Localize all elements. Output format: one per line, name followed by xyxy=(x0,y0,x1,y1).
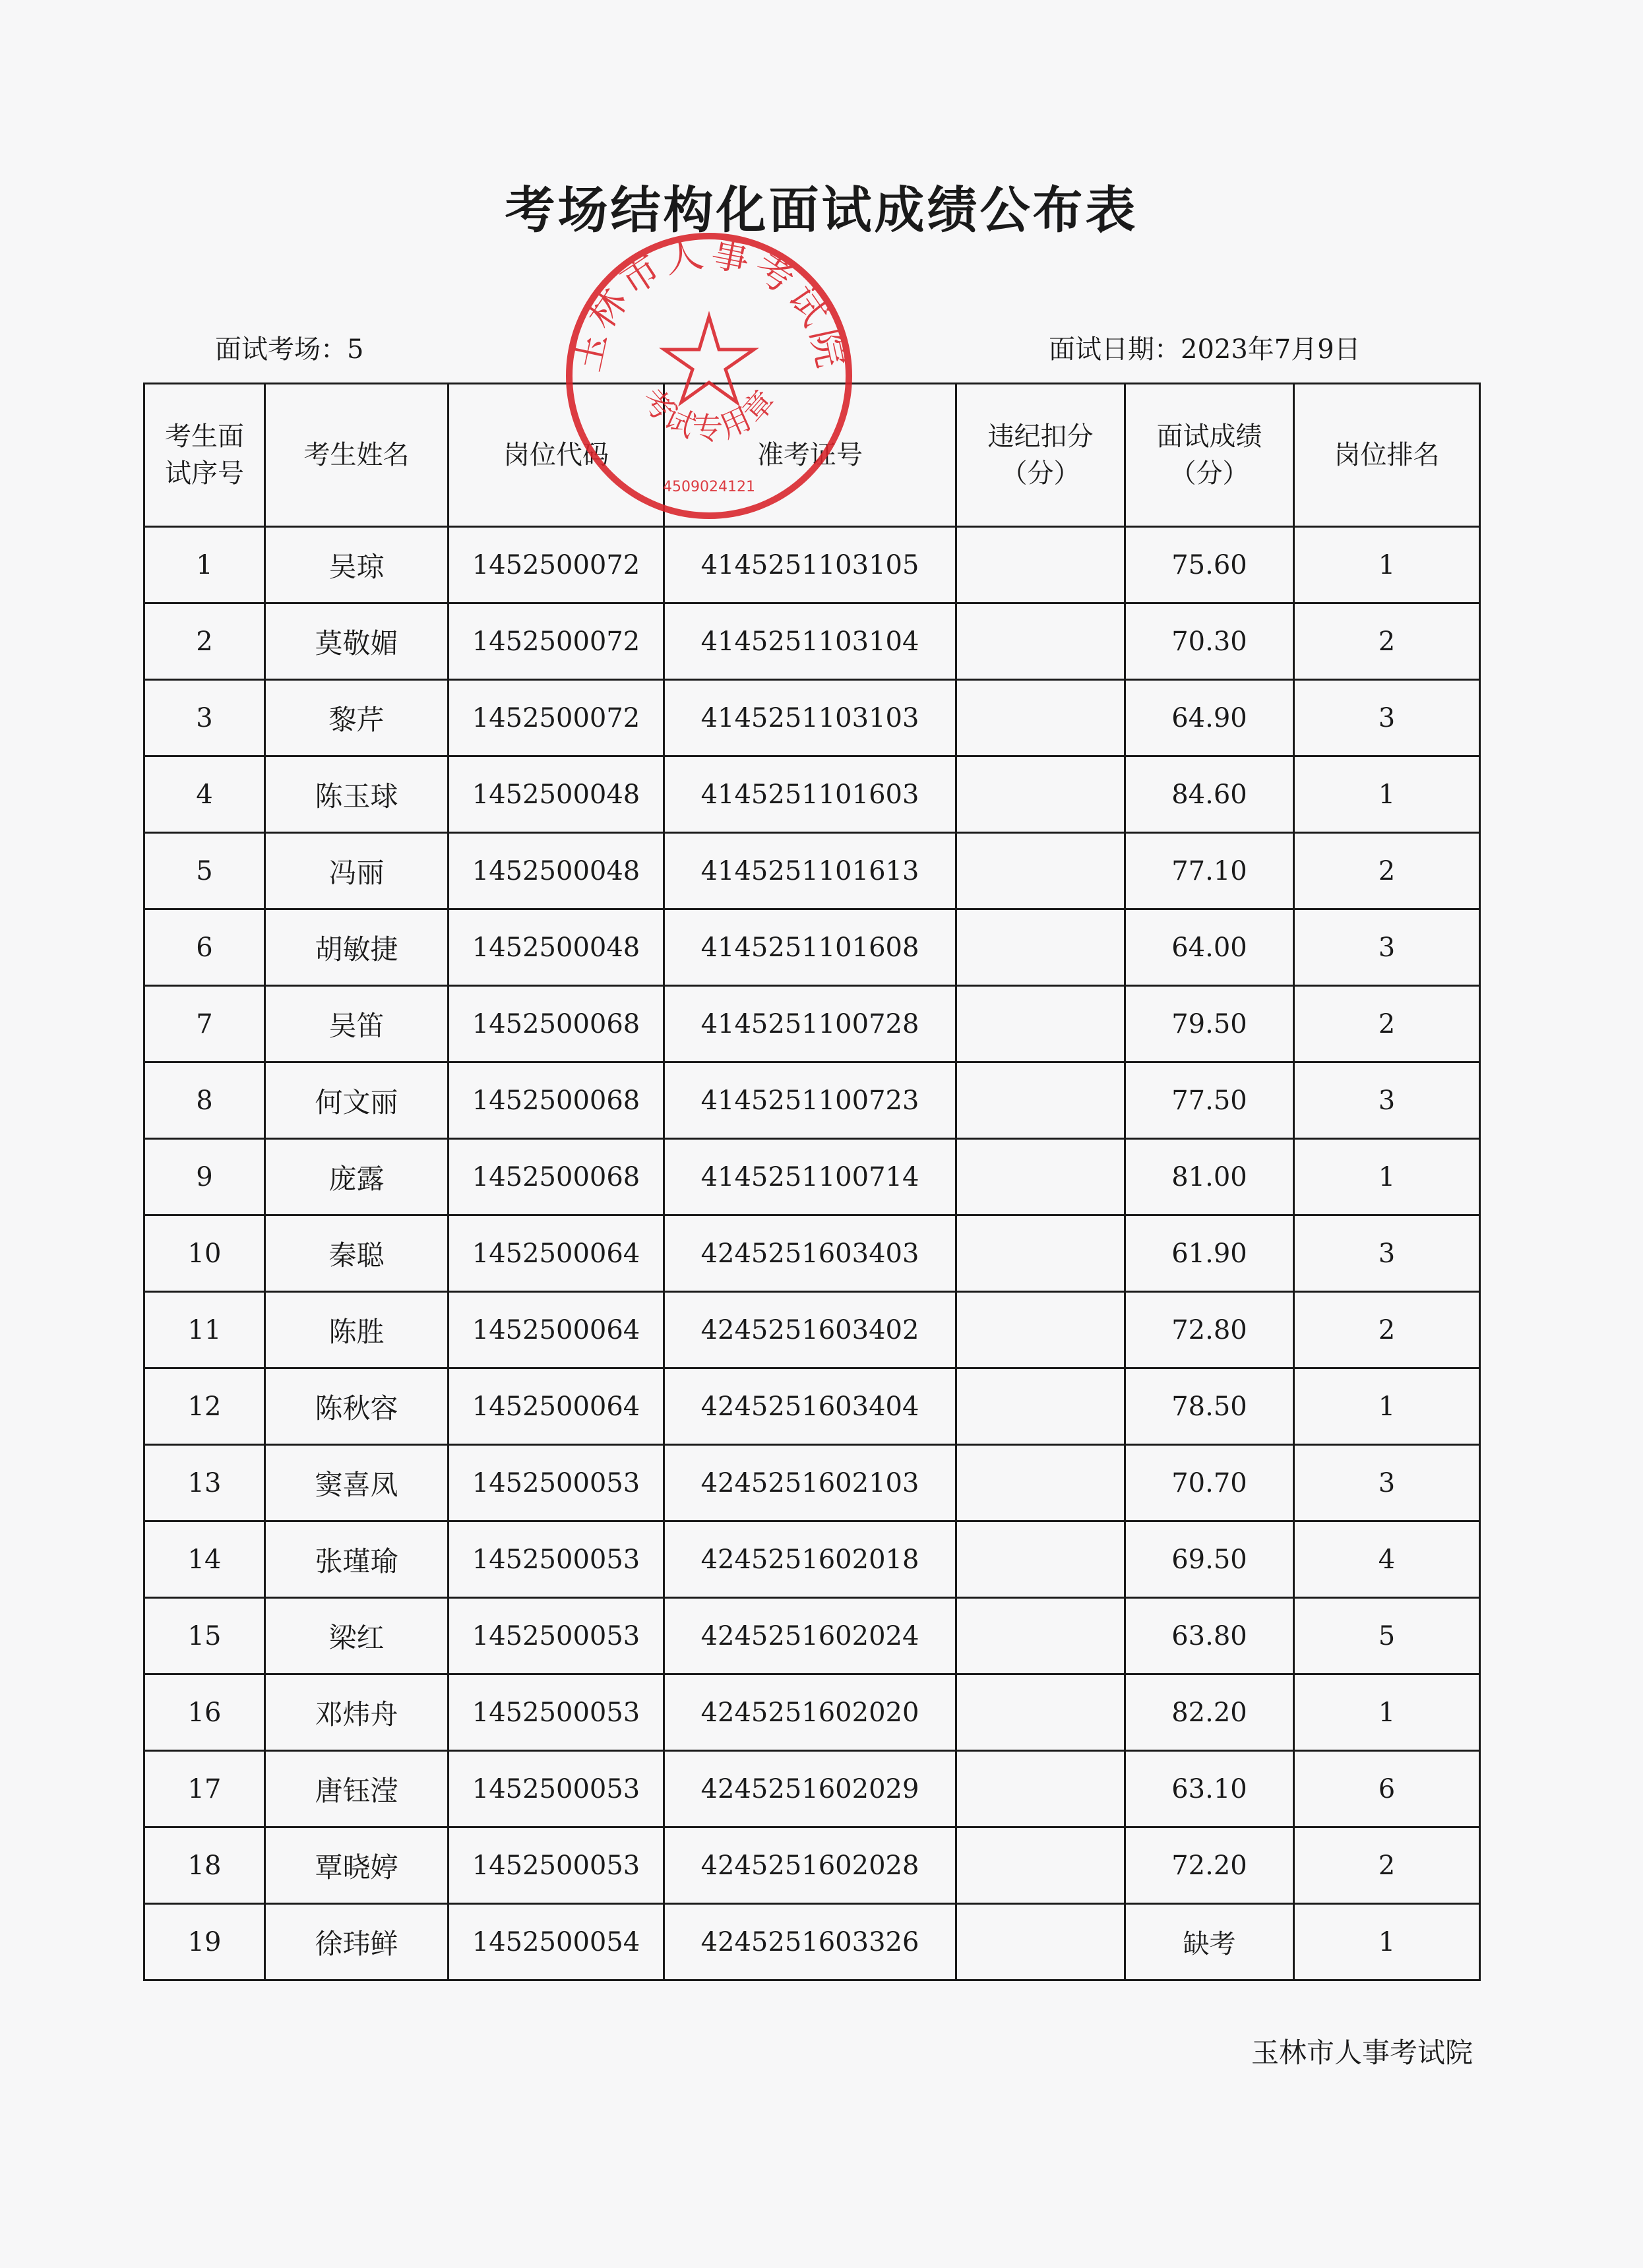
table-row xyxy=(144,833,1480,909)
cell-name: 梁红 xyxy=(265,1598,449,1674)
table-header-row xyxy=(144,384,1480,527)
cell-score: 75.60 xyxy=(1125,527,1294,603)
cell-score: 70.70 xyxy=(1125,1445,1294,1521)
cell-seq: 16 xyxy=(144,1674,265,1751)
page-title: 考场结构化面试成绩公布表 xyxy=(505,181,1138,239)
seal-outer-text: 玉林市人事考试院 xyxy=(563,230,855,376)
cell-rank: 1 xyxy=(1294,1368,1480,1445)
table-row xyxy=(144,1445,1480,1521)
header-line: 准考证号 xyxy=(757,440,863,470)
cell-rank: 3 xyxy=(1294,680,1480,756)
header-penalty xyxy=(956,384,1125,527)
cell-post-code: 1452500053 xyxy=(449,1598,664,1674)
table-row xyxy=(144,1674,1480,1751)
cell-seq: 17 xyxy=(144,1751,265,1827)
cell-rank: 5 xyxy=(1294,1598,1480,1674)
table-row xyxy=(144,1139,1480,1215)
cell-penalty xyxy=(956,1751,1125,1827)
cell-penalty xyxy=(956,1598,1125,1674)
cell-ticket-no: 4145251103105 xyxy=(664,527,956,603)
cell-name: 唐钰滢 xyxy=(265,1751,449,1827)
cell-seq: 18 xyxy=(144,1827,265,1904)
header-line: （分） xyxy=(1169,458,1249,489)
cell-score: 79.50 xyxy=(1125,986,1294,1062)
cell-rank: 1 xyxy=(1294,1674,1480,1751)
cell-seq: 9 xyxy=(144,1139,265,1215)
cell-penalty xyxy=(956,909,1125,986)
cell-name: 陈秋容 xyxy=(265,1368,449,1445)
cell-score: 81.00 xyxy=(1125,1139,1294,1215)
cell-seq: 5 xyxy=(144,833,265,909)
cell-rank: 4 xyxy=(1294,1521,1480,1598)
header-name xyxy=(265,384,449,527)
cell-post-code: 1452500068 xyxy=(449,1139,664,1215)
cell-penalty xyxy=(956,1521,1125,1598)
cell-score: 77.50 xyxy=(1125,1062,1294,1139)
cell-score: 72.80 xyxy=(1125,1292,1294,1368)
table-row xyxy=(144,1827,1480,1904)
cell-ticket-no: 4245251603326 xyxy=(664,1904,956,1980)
cell-post-code: 1452500072 xyxy=(449,603,664,680)
cell-ticket-no: 4145251103104 xyxy=(664,603,956,680)
cell-ticket-no: 4145251103103 xyxy=(664,680,956,756)
cell-ticket-no: 4245251603402 xyxy=(664,1292,956,1368)
cell-score: 78.50 xyxy=(1125,1368,1294,1445)
cell-seq: 1 xyxy=(144,527,265,603)
table-row xyxy=(144,909,1480,986)
header-line: 考生面 xyxy=(165,421,244,452)
cell-penalty xyxy=(956,1292,1125,1368)
cell-penalty xyxy=(956,1904,1125,1980)
cell-score: 72.20 xyxy=(1125,1827,1294,1904)
cell-seq: 3 xyxy=(144,680,265,756)
cell-post-code: 1452500053 xyxy=(449,1751,664,1827)
cell-seq: 7 xyxy=(144,986,265,1062)
cell-seq: 11 xyxy=(144,1292,265,1368)
venue-label: 面试考场： xyxy=(215,334,347,365)
table-row xyxy=(144,1062,1480,1139)
cell-post-code: 1452500053 xyxy=(449,1827,664,1904)
table-row xyxy=(144,986,1480,1062)
cell-ticket-no: 4145251101608 xyxy=(664,909,956,986)
table-row xyxy=(144,680,1480,756)
cell-seq: 15 xyxy=(144,1598,265,1674)
cell-rank: 1 xyxy=(1294,1139,1480,1215)
cell-score: 63.10 xyxy=(1125,1751,1294,1827)
cell-score: 77.10 xyxy=(1125,833,1294,909)
cell-score: 70.30 xyxy=(1125,603,1294,680)
cell-name: 何文丽 xyxy=(265,1062,449,1139)
cell-name: 邓炜舟 xyxy=(265,1674,449,1751)
table-row xyxy=(144,1215,1480,1292)
cell-penalty xyxy=(956,1368,1125,1445)
table-row xyxy=(144,1292,1480,1368)
cell-rank: 2 xyxy=(1294,603,1480,680)
cell-ticket-no: 4145251100723 xyxy=(664,1062,956,1139)
seal-serial: 4509024121 xyxy=(663,479,755,495)
cell-name: 张瑾瑜 xyxy=(265,1521,449,1598)
cell-penalty xyxy=(956,833,1125,909)
header-line: 试序号 xyxy=(165,458,244,489)
cell-seq: 6 xyxy=(144,909,265,986)
cell-post-code: 1452500072 xyxy=(449,527,664,603)
cell-name: 窦喜凤 xyxy=(265,1445,449,1521)
header-seq xyxy=(144,384,265,527)
cell-seq: 13 xyxy=(144,1445,265,1521)
cell-ticket-no: 4245251602020 xyxy=(664,1674,956,1751)
cell-name: 胡敏捷 xyxy=(265,909,449,986)
cell-post-code: 1452500072 xyxy=(449,680,664,756)
cell-post-code: 1452500053 xyxy=(449,1445,664,1521)
cell-rank: 1 xyxy=(1294,527,1480,603)
cell-seq: 12 xyxy=(144,1368,265,1445)
header-line: 岗位排名 xyxy=(1334,440,1440,470)
cell-score: 82.20 xyxy=(1125,1674,1294,1751)
cell-seq: 19 xyxy=(144,1904,265,1980)
header-line: 违纪扣分 xyxy=(987,421,1094,452)
cell-score: 63.80 xyxy=(1125,1598,1294,1674)
header-post-code xyxy=(449,384,664,527)
cell-ticket-no: 4145251101603 xyxy=(664,756,956,833)
cell-score: 69.50 xyxy=(1125,1521,1294,1598)
table-row xyxy=(144,1368,1480,1445)
table-row xyxy=(144,1904,1480,1980)
table-row xyxy=(144,603,1480,680)
date-value: 2023年7月9日 xyxy=(1181,334,1361,365)
cell-score: 84.60 xyxy=(1125,756,1294,833)
cell-post-code: 1452500068 xyxy=(449,1062,664,1139)
cell-name: 吴笛 xyxy=(265,986,449,1062)
cell-ticket-no: 4245251602024 xyxy=(664,1598,956,1674)
issuer-footer: 玉林市人事考试院 xyxy=(1251,2037,1473,2069)
cell-penalty xyxy=(956,986,1125,1062)
cell-ticket-no: 4245251602018 xyxy=(664,1521,956,1598)
cell-ticket-no: 4245251602103 xyxy=(664,1445,956,1521)
cell-name: 莫敬媚 xyxy=(265,603,449,680)
cell-ticket-no: 4145251101613 xyxy=(664,833,956,909)
cell-rank: 3 xyxy=(1294,909,1480,986)
score-table xyxy=(143,383,1481,1981)
cell-post-code: 1452500068 xyxy=(449,986,664,1062)
cell-post-code: 1452500054 xyxy=(449,1904,664,1980)
cell-rank: 2 xyxy=(1294,833,1480,909)
venue-value: 5 xyxy=(347,334,364,365)
cell-ticket-no: 4145251100714 xyxy=(664,1139,956,1215)
cell-ticket-no: 4245251602028 xyxy=(664,1827,956,1904)
cell-rank: 2 xyxy=(1294,1827,1480,1904)
cell-name: 秦聪 xyxy=(265,1215,449,1292)
table-row xyxy=(144,1598,1480,1674)
cell-penalty xyxy=(956,1674,1125,1751)
cell-penalty xyxy=(956,1139,1125,1215)
cell-penalty xyxy=(956,1062,1125,1139)
cell-post-code: 1452500053 xyxy=(449,1674,664,1751)
cell-rank: 3 xyxy=(1294,1215,1480,1292)
cell-score: 缺考 xyxy=(1125,1904,1294,1980)
header-rank xyxy=(1294,384,1480,527)
cell-name: 黎芹 xyxy=(265,680,449,756)
cell-seq: 14 xyxy=(144,1521,265,1598)
cell-score: 64.00 xyxy=(1125,909,1294,986)
cell-penalty xyxy=(956,1827,1125,1904)
cell-penalty xyxy=(956,603,1125,680)
table-body xyxy=(144,527,1480,1980)
cell-penalty xyxy=(956,1445,1125,1521)
cell-post-code: 1452500064 xyxy=(449,1215,664,1292)
header-score xyxy=(1125,384,1294,527)
cell-score: 61.90 xyxy=(1125,1215,1294,1292)
cell-name: 陈胜 xyxy=(265,1292,449,1368)
cell-name: 庞露 xyxy=(265,1139,449,1215)
cell-rank: 2 xyxy=(1294,986,1480,1062)
venue-info xyxy=(215,328,363,366)
cell-seq: 10 xyxy=(144,1215,265,1292)
cell-post-code: 1452500048 xyxy=(449,756,664,833)
cell-post-code: 1452500064 xyxy=(449,1292,664,1368)
cell-score: 64.90 xyxy=(1125,680,1294,756)
seal-inner-text: 考试专用章 xyxy=(634,381,784,446)
cell-rank: 1 xyxy=(1294,1904,1480,1980)
cell-rank: 3 xyxy=(1294,1062,1480,1139)
cell-ticket-no: 4145251100728 xyxy=(664,986,956,1062)
cell-penalty xyxy=(956,527,1125,603)
table-row xyxy=(144,756,1480,833)
cell-penalty xyxy=(956,680,1125,756)
cell-rank: 3 xyxy=(1294,1445,1480,1521)
cell-ticket-no: 4245251602029 xyxy=(664,1751,956,1827)
header-ticket-no xyxy=(664,384,956,527)
cell-penalty xyxy=(956,1215,1125,1292)
cell-post-code: 1452500048 xyxy=(449,909,664,986)
cell-name: 覃晓婷 xyxy=(265,1827,449,1904)
cell-name: 陈玉球 xyxy=(265,756,449,833)
cell-post-code: 1452500064 xyxy=(449,1368,664,1445)
header-line: 面试成绩 xyxy=(1156,421,1262,452)
date-label: 面试日期： xyxy=(1049,334,1181,365)
cell-ticket-no: 4245251603404 xyxy=(664,1368,956,1445)
table-row xyxy=(144,1751,1480,1827)
cell-post-code: 1452500048 xyxy=(449,833,664,909)
date-info xyxy=(1049,328,1361,366)
header-line: 岗位代码 xyxy=(503,440,609,470)
table-row xyxy=(144,527,1480,603)
header-line: （分） xyxy=(1001,458,1080,489)
cell-seq: 8 xyxy=(144,1062,265,1139)
cell-seq: 4 xyxy=(144,756,265,833)
table-row xyxy=(144,1521,1480,1598)
cell-rank: 2 xyxy=(1294,1292,1480,1368)
cell-penalty xyxy=(956,756,1125,833)
cell-seq: 2 xyxy=(144,603,265,680)
cell-name: 吴琼 xyxy=(265,527,449,603)
cell-name: 徐玮鲜 xyxy=(265,1904,449,1980)
cell-name: 冯丽 xyxy=(265,833,449,909)
cell-ticket-no: 4245251603403 xyxy=(664,1215,956,1292)
cell-post-code: 1452500053 xyxy=(449,1521,664,1598)
cell-rank: 1 xyxy=(1294,756,1480,833)
header-line: 考生姓名 xyxy=(303,440,410,470)
cell-rank: 6 xyxy=(1294,1751,1480,1827)
